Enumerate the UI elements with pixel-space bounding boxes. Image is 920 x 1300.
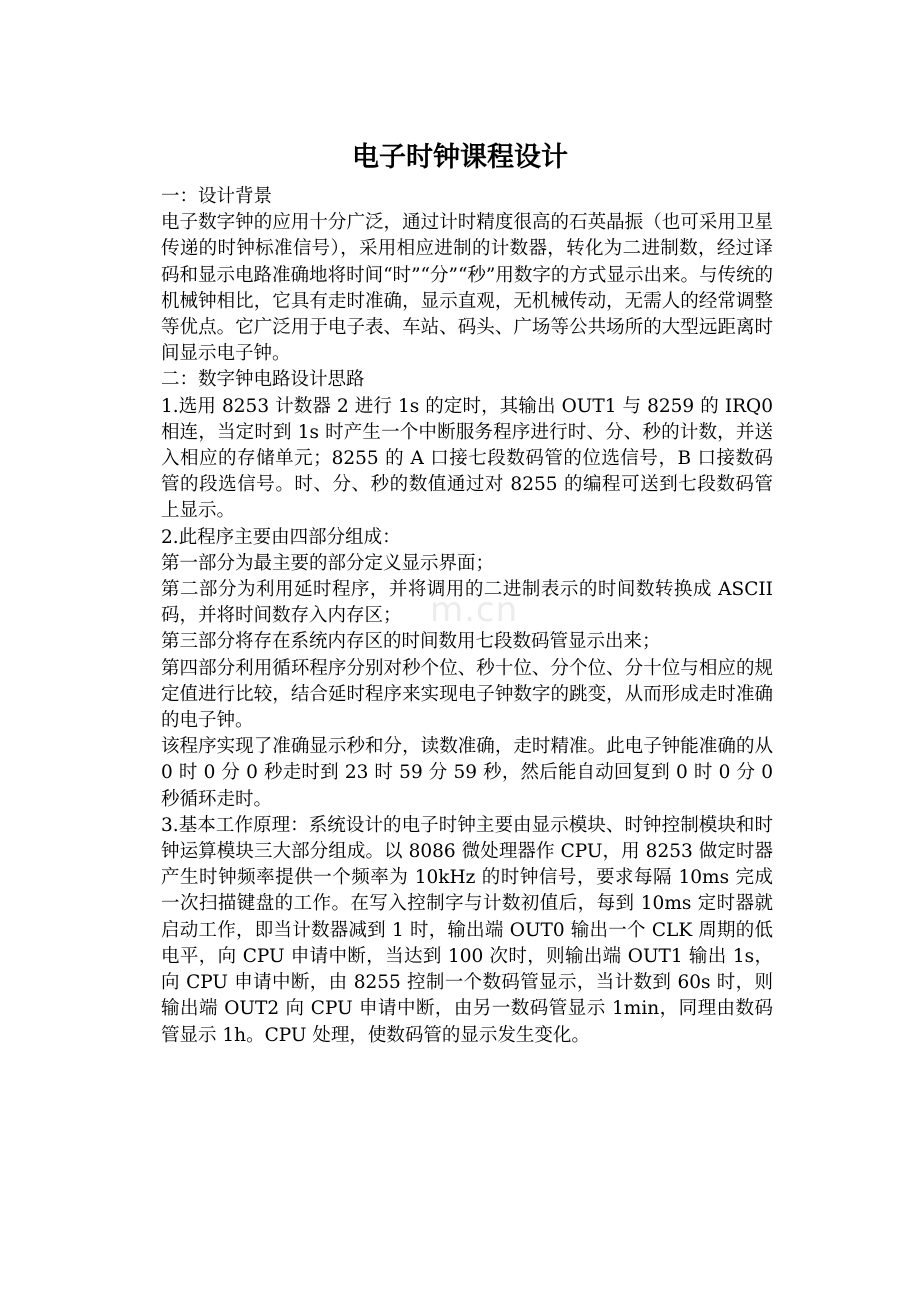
paragraph-item-2: 2.此程序主要由四部分组成： bbox=[161, 526, 401, 548]
paragraph-background: 电子数字钟的应用十分广泛，通过计时精度很高的石英晶振（也可采用卫星传递的时钟标准信号），采用相应进制的计数器，转化为二进制数，经过译码和显示电路准确地将时间“时”“分”“秒”用数字的方式显示出来。与传统的机械钟相比，它具有走时准确，显示直观，无机械传动，无需人的经常调整等优点。它广泛用于电子表、车站、码头、广场等公共场所的大型远距离时间显示电子钟。 bbox=[161, 212, 773, 365]
document-title: 电子时钟课程设计 bbox=[352, 142, 568, 173]
paragraph-part-3: 第三部分将存在系统内存区的时间数用七段数码管显示出来； bbox=[161, 631, 661, 653]
paragraph-summary: 该程序实现了准确显示秒和分，读数准确，走时精准。此电子钟能准确的从 0 时 0 分 0 秒走时到 23 时 59 分 59 秒，然后能自动回复到 0 时 0 分 0 秒循环走时。 bbox=[161, 736, 773, 810]
paragraph-item-1: 1.选用 8253 计数器 2 进行 1s 的定时，其输出 OUT1 与 8259 的 IRQ0 相连，当定时到 1s 时产生一个中断服务程序进行时、分、秒的计数，并送入相应的存储单元；8255 的 A 口接七段数码管的位选信号，B 口接数码管的段选信号。时、分、秒的数值通过对 8255 的编程可送到七段数码管上显示。 bbox=[161, 395, 773, 522]
paragraph-item-3-principle: 3.基本工作原理：系统设计的电子时钟主要由显示模块、时钟控制模块和时钟运算模块三大部分组成。以 8086 微处理器作 CPU，用 8253 做定时器产生时钟频率提供一个频率为 10kHz 的时钟信号，要求每隔 10ms 完成一次扫描键盘的工作。在写入控制字与计数初值后，每到 10ms 定时器就启动工作，即当计数器减到 1 时，输出端 OUT0 输出一个 CLK 周期的低电平，向 CPU 申请中断，当达到 100 次时，则输出端 OUT1 输出 1s，向 CPU 申请中断，由 8255 控制一个数码管显示，当计数到 60s 时，则输出端 OUT2 向 CPU 申请中断，由另一数码管显示 1min，同理由数码管显示 1h。CPU 处理，使数码管的显示发生变化。 bbox=[161, 814, 773, 1046]
paragraph-part-2: 第二部分为利用延时程序，并将调用的二进制表示的时间数转换成 ASCII 码，并将时间数存入内存区； bbox=[161, 579, 773, 627]
section-heading-background: 一：设计背景 bbox=[161, 186, 273, 207]
paragraph-part-4: 第四部分利用循环程序分别对秒个位、秒十位、分个位、分十位与相应的规定值进行比较，结合延时程序来实现电子钟数字的跳变，从而形成走时准确的电子钟。 bbox=[161, 657, 773, 732]
section-heading-design-idea: 二：数字钟电路设计思路 bbox=[161, 369, 365, 391]
watermark: m.cn bbox=[430, 590, 519, 630]
paragraph-part-1: 第一部分为最主要的部分定义显示界面； bbox=[161, 552, 495, 574]
document-body bbox=[161, 184, 773, 1049]
